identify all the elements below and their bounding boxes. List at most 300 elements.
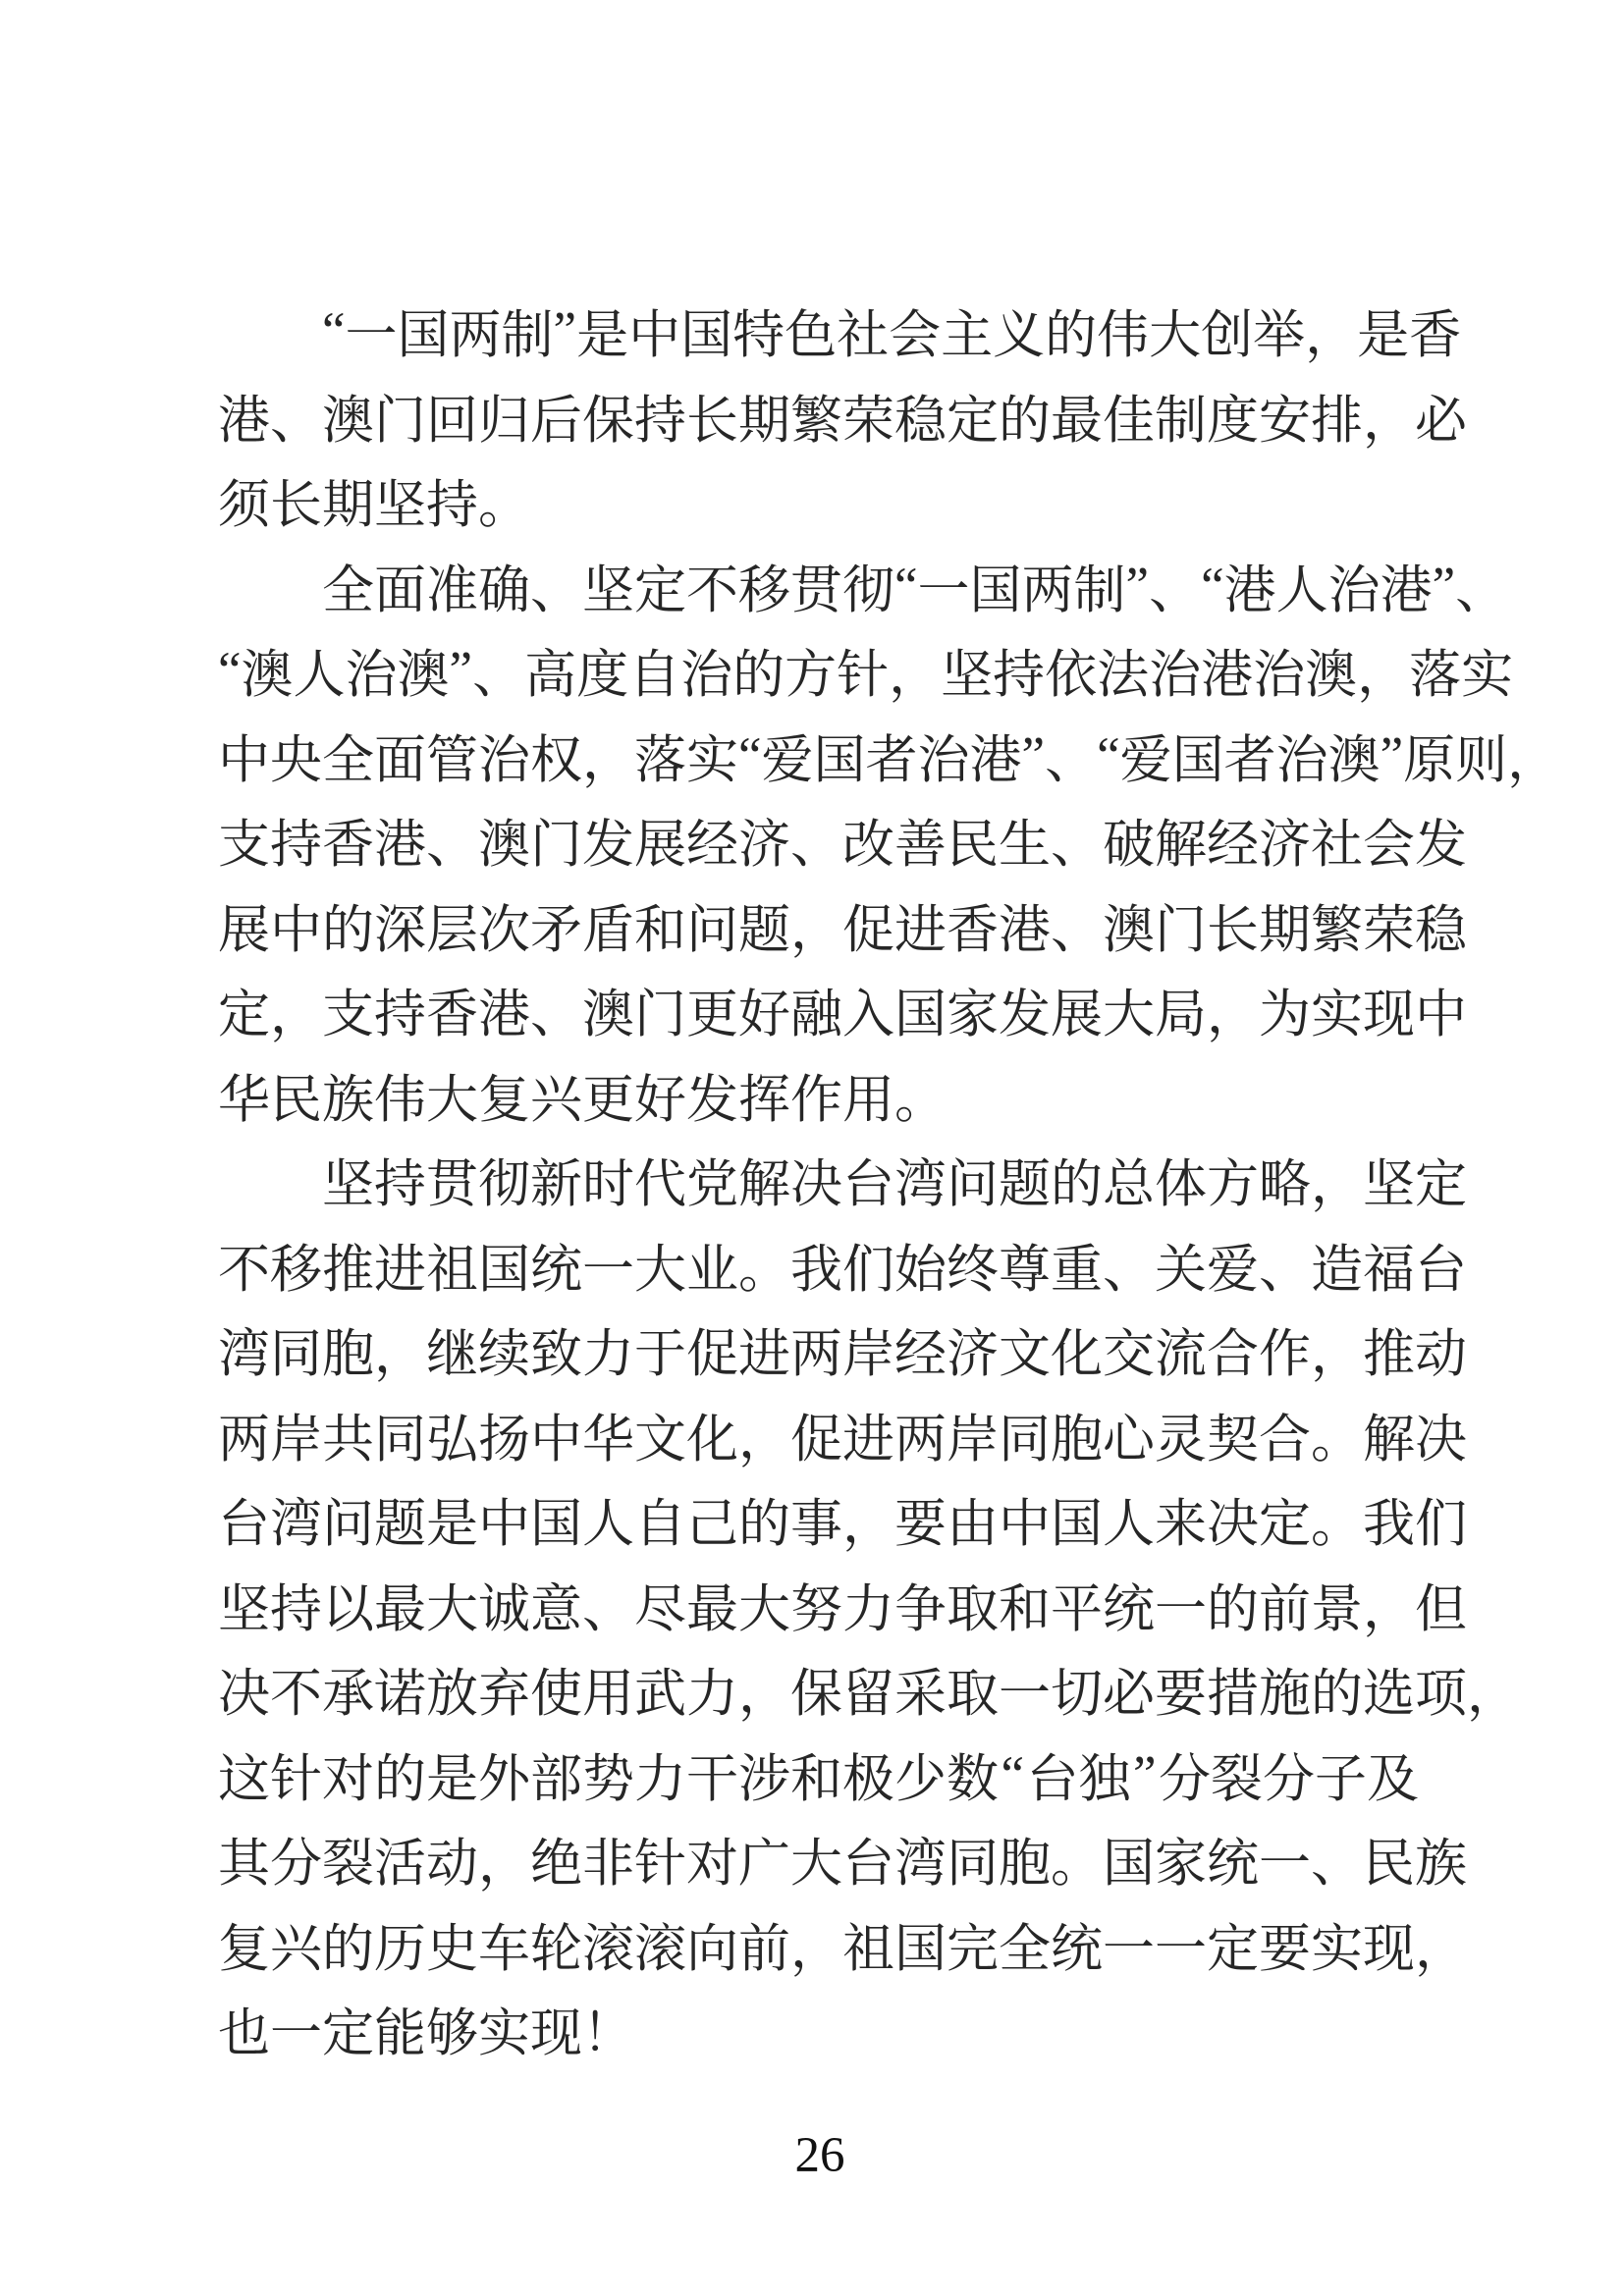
text-line (218, 544, 1508, 629)
glyph: 要 (894, 1496, 947, 1554)
glyph: 香 (322, 817, 374, 875)
glyph: 定 (1259, 1496, 1311, 1554)
text-line (218, 1308, 1467, 1393)
text-line: 须长期坚持。 (218, 477, 530, 535)
glyph: ， (1467, 1666, 1519, 1724)
glyph: 治 (478, 731, 530, 789)
text-line (218, 883, 1467, 969)
glyph: 、 (790, 817, 842, 875)
glyph: 回 (426, 392, 478, 450)
glyph: 中 (218, 731, 270, 789)
glyph: 治 (345, 647, 398, 705)
glyph: 平 (1051, 1580, 1103, 1638)
glyph: 持 (270, 1580, 322, 1638)
glyph: 大 (738, 1580, 790, 1638)
glyph: 用 (582, 1666, 634, 1724)
glyph: ， (1311, 1326, 1363, 1384)
glyph: “ (1097, 726, 1120, 784)
glyph: 繁 (1311, 901, 1363, 959)
glyph: 澳 (478, 817, 530, 875)
glyph: ， (1507, 731, 1560, 789)
glyph: 胞 (322, 1326, 374, 1384)
glyph: 问 (947, 1156, 999, 1214)
glyph: 贯 (426, 1156, 478, 1214)
glyph: 两 (1021, 561, 1074, 619)
glyph: 两 (218, 1411, 270, 1468)
text-line: 也一定能够实现！ (218, 2005, 634, 2063)
glyph: 岸 (842, 1326, 894, 1384)
glyph: 民 (947, 817, 999, 875)
glyph: 最 (1051, 392, 1103, 450)
glyph: 盾 (582, 901, 634, 959)
glyph: 们 (842, 1241, 894, 1299)
glyph: 澳 (582, 987, 634, 1044)
glyph: 绝 (530, 1836, 582, 1894)
glyph: 非 (582, 1836, 634, 1894)
glyph: 题 (999, 1156, 1051, 1214)
glyph: 项 (1415, 1666, 1467, 1724)
text-line (218, 374, 1467, 459)
glyph: 济 (738, 817, 790, 875)
glyph: 共 (322, 1411, 374, 1468)
glyph: “ (218, 642, 242, 700)
glyph: 更 (686, 987, 738, 1044)
glyph: ， (842, 1496, 894, 1554)
glyph: 是 (426, 1496, 478, 1554)
glyph: 经 (1207, 817, 1259, 875)
glyph: 一 (1103, 1920, 1155, 1978)
glyph: 深 (374, 901, 426, 959)
glyph: “ (1001, 1745, 1025, 1803)
glyph: 及 (1367, 1750, 1419, 1808)
glyph: 落 (1409, 647, 1462, 705)
glyph: 人 (293, 647, 346, 705)
glyph: 层 (426, 901, 478, 959)
glyph: 的 (1311, 1666, 1363, 1724)
glyph: 们 (1415, 1496, 1467, 1554)
text-line (218, 1138, 1467, 1223)
glyph: 实 (686, 731, 738, 789)
glyph: 破 (1103, 817, 1155, 875)
glyph: 大 (1103, 987, 1155, 1044)
glyph: ， (582, 731, 634, 789)
glyph: 解 (1155, 817, 1207, 875)
glyph: 制 (1073, 561, 1126, 619)
glyph: ， (1207, 987, 1259, 1044)
glyph: 坚 (582, 561, 634, 619)
glyph: 扬 (478, 1411, 530, 1468)
glyph: 这 (218, 1750, 270, 1808)
glyph: 会 (889, 307, 942, 365)
glyph: 祖 (426, 1241, 478, 1299)
glyph: 干 (686, 1750, 738, 1808)
glyph: 创 (1201, 307, 1254, 365)
glyph: 继 (426, 1326, 478, 1384)
glyph: 合 (1259, 1411, 1311, 1468)
glyph: 澳 (322, 392, 374, 450)
glyph: 一 (1259, 1836, 1311, 1894)
glyph: 、 (1045, 731, 1098, 789)
glyph: 稳 (894, 392, 947, 450)
glyph: 不 (218, 1241, 270, 1299)
glyph: 两 (449, 307, 502, 365)
glyph: 支 (218, 817, 270, 875)
glyph: 大 (426, 1580, 478, 1638)
glyph: 最 (686, 1580, 738, 1638)
glyph: 的 (732, 647, 785, 705)
glyph: 动 (1415, 1326, 1467, 1384)
glyph: ， (1357, 647, 1410, 705)
glyph: 胞 (999, 1836, 1051, 1894)
glyph: 问 (322, 1496, 374, 1554)
glyph: 善 (894, 817, 947, 875)
glyph: 发 (582, 817, 634, 875)
glyph: ” (1432, 557, 1456, 614)
glyph: 针 (837, 647, 890, 705)
glyph: 一 (1155, 1580, 1207, 1638)
glyph: 爱 (761, 731, 814, 789)
glyph: 长 (1207, 901, 1259, 959)
text-line (218, 289, 1462, 374)
glyph: 爱 (1119, 731, 1172, 789)
glyph: 期 (738, 392, 790, 450)
glyph: 代 (634, 1156, 686, 1214)
glyph: 方 (785, 647, 838, 705)
glyph: 、 (1051, 901, 1103, 959)
glyph: 取 (947, 1666, 999, 1724)
glyph: 文 (634, 1411, 686, 1468)
glyph: ， (270, 987, 322, 1044)
glyph: 展 (218, 901, 270, 959)
glyph: 施 (1259, 1666, 1311, 1724)
text-line (218, 1817, 1467, 1902)
glyph: 全 (322, 731, 374, 789)
glyph: 选 (1363, 1666, 1415, 1724)
glyph: 的 (1045, 307, 1098, 365)
glyph: 分 (270, 1836, 322, 1894)
glyph: 经 (894, 1326, 947, 1384)
glyph: 支 (322, 987, 374, 1044)
glyph: 其 (218, 1836, 270, 1894)
glyph: 党 (686, 1156, 738, 1214)
glyph: 问 (686, 901, 738, 959)
glyph: 的 (322, 1920, 374, 1978)
glyph: 交 (1103, 1326, 1155, 1384)
glyph: 体 (1155, 1156, 1207, 1214)
glyph: 发 (1415, 817, 1467, 875)
glyph: 大 (634, 1241, 686, 1299)
glyph: 则 (1455, 731, 1508, 789)
glyph: 意 (530, 1580, 582, 1638)
glyph: 央 (270, 731, 322, 789)
glyph: 面 (374, 561, 426, 619)
glyph: ， (889, 647, 942, 705)
glyph: 大 (1149, 307, 1202, 365)
glyph: 原 (1403, 731, 1456, 789)
glyph: 人 (582, 1496, 634, 1554)
glyph: 大 (790, 1836, 842, 1894)
glyph: 义 (993, 307, 1046, 365)
glyph: 不 (686, 561, 738, 619)
glyph: 一 (582, 1241, 634, 1299)
glyph: 坚 (941, 647, 994, 705)
glyph: 高 (524, 647, 577, 705)
glyph: 的 (322, 901, 374, 959)
glyph: ” (1132, 1745, 1157, 1803)
glyph: 对 (322, 1750, 374, 1808)
glyph: 湾 (894, 1156, 947, 1214)
glyph: 持 (634, 392, 686, 450)
glyph: 长 (686, 392, 738, 450)
glyph: 社 (1311, 817, 1363, 875)
glyph: 史 (426, 1920, 478, 1978)
glyph: 澳 (397, 647, 450, 705)
glyph: 事 (790, 1496, 842, 1554)
glyph: “ (738, 726, 762, 784)
text-line (218, 1647, 1519, 1733)
glyph: 繁 (790, 392, 842, 450)
text-line (218, 628, 1514, 714)
glyph: 期 (1259, 901, 1311, 959)
text-line (218, 968, 1467, 1053)
glyph: 权 (530, 731, 582, 789)
glyph: 荣 (1363, 901, 1415, 959)
glyph: 全 (999, 1920, 1051, 1978)
glyph: 心 (1103, 1411, 1155, 1468)
glyph: 前 (1259, 1580, 1311, 1638)
glyph: 化 (686, 1411, 738, 1468)
glyph: 前 (738, 1920, 790, 1978)
glyph: 决 (1415, 1411, 1467, 1468)
glyph: ， (1311, 1156, 1363, 1214)
glyph: 中 (1415, 987, 1467, 1044)
glyph: 佳 (1103, 392, 1155, 450)
glyph: 的 (738, 1496, 790, 1554)
glyph: 力 (634, 1750, 686, 1808)
glyph: 少 (894, 1750, 947, 1808)
glyph: 裂 (1211, 1750, 1263, 1808)
glyph: 主 (941, 307, 994, 365)
glyph: 保 (790, 1666, 842, 1724)
glyph: 中 (270, 901, 322, 959)
glyph: ， (790, 1920, 842, 1978)
glyph: 始 (894, 1241, 947, 1299)
glyph: 进 (374, 1241, 426, 1299)
glyph: ” (553, 302, 577, 360)
glyph: 和 (790, 1750, 842, 1808)
glyph: 采 (894, 1666, 947, 1724)
glyph: 努 (790, 1580, 842, 1638)
glyph: 进 (894, 901, 947, 959)
glyph: 面 (374, 731, 426, 789)
glyph: 伟 (1097, 307, 1150, 365)
glyph: ， (1363, 1580, 1415, 1638)
glyph: 、 (1311, 1836, 1363, 1894)
glyph: 重 (1051, 1241, 1103, 1299)
glyph: 动 (426, 1836, 478, 1894)
glyph: 势 (582, 1750, 634, 1808)
glyph: 自 (628, 647, 681, 705)
glyph: 国 (530, 1496, 582, 1554)
glyph: 是 (1357, 307, 1410, 365)
glyph: 统 (1103, 1580, 1155, 1638)
glyph: 决 (1207, 1496, 1259, 1554)
text-line (218, 1223, 1467, 1308)
glyph: 生 (999, 817, 1051, 875)
glyph: 治 (1149, 647, 1202, 705)
glyph: 岸 (270, 1411, 322, 1468)
glyph: 、 (1455, 561, 1508, 619)
glyph: 同 (374, 1411, 426, 1468)
glyph: 人 (1103, 1496, 1155, 1554)
text-line (218, 798, 1467, 883)
glyph: 准 (426, 561, 478, 619)
glyph: 持 (993, 647, 1046, 705)
glyph: 要 (1259, 1920, 1311, 1978)
glyph: 持 (374, 987, 426, 1044)
glyph: 融 (790, 987, 842, 1044)
glyph: 国 (894, 987, 947, 1044)
glyph: 尊 (999, 1241, 1051, 1299)
glyph: 造 (1311, 1241, 1363, 1299)
glyph: 争 (894, 1580, 947, 1638)
glyph: 局 (1155, 987, 1207, 1044)
glyph: 我 (790, 1241, 842, 1299)
glyph: 依 (1045, 647, 1098, 705)
glyph: ” (1125, 557, 1150, 614)
glyph: 同 (999, 1411, 1051, 1468)
glyph: 定 (634, 561, 686, 619)
glyph: 中 (478, 1496, 530, 1554)
glyph: 、 (582, 1580, 634, 1638)
glyph: 自 (634, 1496, 686, 1554)
glyph: 要 (1155, 1666, 1207, 1724)
glyph: 济 (947, 1326, 999, 1384)
glyph: 、 (1103, 1241, 1155, 1299)
glyph: 灵 (1155, 1411, 1207, 1468)
glyph: 门 (1155, 901, 1207, 959)
glyph: 港 (999, 901, 1051, 959)
glyph: 力 (842, 1580, 894, 1638)
glyph: 于 (634, 1326, 686, 1384)
glyph: 制 (501, 307, 554, 365)
glyph: 部 (530, 1750, 582, 1808)
glyph: 中 (530, 1411, 582, 1468)
glyph: 契 (1207, 1411, 1259, 1468)
glyph: 香 (426, 987, 478, 1044)
glyph: 国 (969, 561, 1022, 619)
glyph: ， (738, 1666, 790, 1724)
glyph: 由 (947, 1496, 999, 1554)
glyph: 治 (1253, 647, 1306, 705)
glyph: 活 (374, 1836, 426, 1894)
glyph: 尽 (634, 1580, 686, 1638)
glyph: 同 (947, 1836, 999, 1894)
text-line (218, 1733, 1419, 1818)
glyph: 促 (686, 1326, 738, 1384)
glyph: 是 (426, 1750, 478, 1808)
glyph: 、 (270, 392, 322, 450)
glyph: 色 (785, 307, 838, 365)
glyph: 济 (1259, 817, 1311, 875)
glyph: 和 (634, 901, 686, 959)
glyph: 的 (1207, 1580, 1259, 1638)
glyph: 台 (218, 1496, 270, 1554)
glyph: 持 (270, 817, 322, 875)
glyph: 促 (790, 1411, 842, 1468)
text-line (218, 1563, 1467, 1648)
glyph: 。 (1311, 1411, 1363, 1468)
glyph: 持 (374, 1156, 426, 1214)
glyph: 会 (1363, 817, 1415, 875)
glyph: 对 (686, 1836, 738, 1894)
glyph: 澳 (1327, 731, 1380, 789)
glyph: 略 (1259, 1156, 1311, 1214)
glyph: 港 (1201, 647, 1254, 705)
glyph: 彻 (842, 561, 894, 619)
glyph: 同 (270, 1326, 322, 1384)
glyph: 的 (1051, 1156, 1103, 1214)
glyph: 坚 (218, 1580, 270, 1638)
glyph: 制 (1155, 392, 1207, 450)
glyph: 港 (478, 987, 530, 1044)
glyph: 新 (530, 1156, 582, 1214)
glyph: 港 (969, 731, 1022, 789)
glyph: 实 (1311, 1920, 1363, 1978)
glyph: 荣 (842, 392, 894, 450)
page-number: 26 (794, 2128, 845, 2183)
glyph: 保 (582, 392, 634, 450)
glyph: 胞 (1051, 1411, 1103, 1468)
glyph: ” (1021, 726, 1046, 784)
glyph: ， (374, 1326, 426, 1384)
glyph: 诺 (374, 1666, 426, 1724)
text-line: 华民族伟大复兴更好发挥作用。 (218, 1071, 947, 1129)
glyph: 港 (1380, 561, 1433, 619)
glyph: 分 (1159, 1750, 1211, 1808)
glyph: 滚 (634, 1920, 686, 1978)
glyph: ， (738, 1411, 790, 1468)
glyph: 和 (999, 1580, 1051, 1638)
glyph: 裂 (322, 1836, 374, 1894)
glyph: 、 (1259, 1241, 1311, 1299)
glyph: 终 (947, 1241, 999, 1299)
glyph: 化 (1051, 1326, 1103, 1384)
glyph: 是 (576, 307, 629, 365)
glyph: 门 (634, 987, 686, 1044)
glyph: 安 (1259, 392, 1311, 450)
glyph: 子 (1315, 1750, 1367, 1808)
glyph: 推 (322, 1241, 374, 1299)
glyph: 坚 (322, 1156, 374, 1214)
glyph: ” (1380, 726, 1404, 784)
glyph: 但 (1415, 1580, 1467, 1638)
glyph: 社 (837, 307, 890, 365)
glyph: 力 (582, 1326, 634, 1384)
glyph: 一 (999, 1666, 1051, 1724)
text-line (218, 1902, 1467, 1988)
glyph: 落 (634, 731, 686, 789)
glyph: 矛 (530, 901, 582, 959)
glyph: 推 (1363, 1326, 1415, 1384)
glyph: 后 (530, 392, 582, 450)
glyph: 定 (218, 987, 270, 1044)
glyph: 入 (842, 987, 894, 1044)
glyph: 湾 (894, 1836, 947, 1894)
glyph: “ (894, 557, 918, 614)
glyph: 统 (1207, 1836, 1259, 1894)
glyph: 续 (478, 1326, 530, 1384)
